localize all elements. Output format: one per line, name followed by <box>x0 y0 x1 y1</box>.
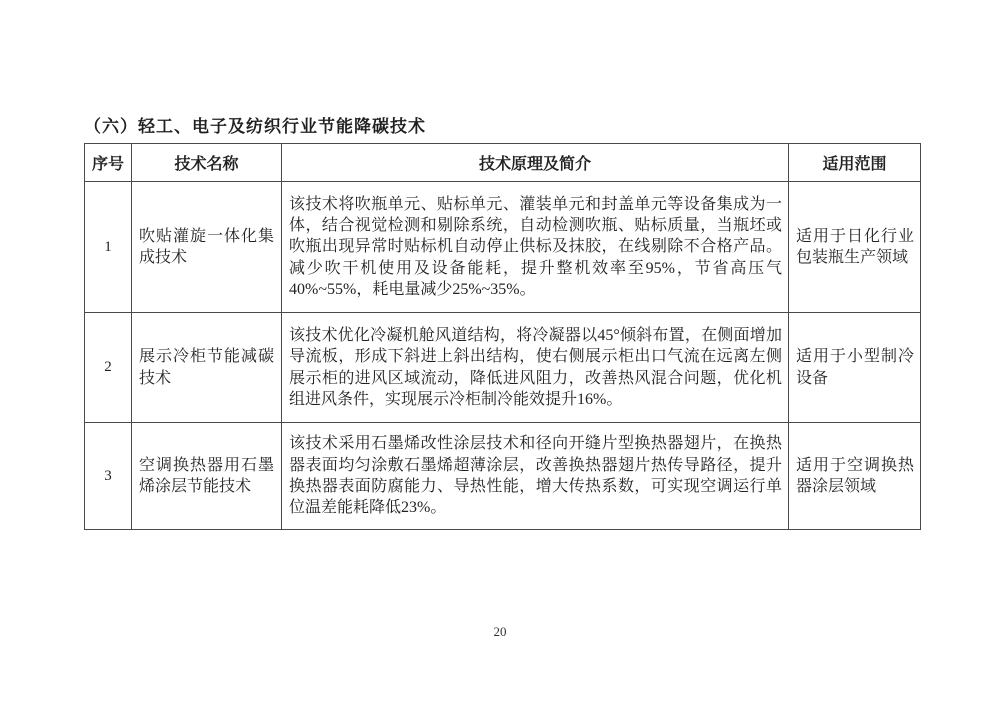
cell-tech-name: 展示冷柜节能减碳技术 <box>132 313 282 423</box>
section-title: （六）轻工、电子及纺织行业节能降碳技术 <box>84 117 426 136</box>
cell-scope: 适用于日化行业包装瓶生产领域 <box>789 182 921 313</box>
page-number: 20 <box>493 624 507 639</box>
header-scope: 适用范围 <box>789 144 921 182</box>
cell-serial-number: 2 <box>85 313 132 423</box>
table-row <box>85 313 921 423</box>
cell-serial-number: 3 <box>85 423 132 530</box>
cell-scope: 适用于小型制冷设备 <box>789 313 921 423</box>
cell-tech-name: 空调换热器用石墨烯涂层节能技术 <box>132 423 282 530</box>
cell-serial-number: 1 <box>85 182 132 313</box>
cell-description: 该技术将吹瓶单元、贴标单元、灌装单元和封盖单元等设备集成为一体，结合视觉检测和剔除系统，自动检测吹瓶、贴标质量，当瓶坯或吹瓶出现异常时贴标机自动停止供标及抹胶，在线剔除不合格产品。减少吹干机使用及设备能耗，提升整机效率至95%，节省高压气40%~55%，耗电量减少25%~35%。 <box>282 182 789 313</box>
table-row <box>85 423 921 530</box>
table-row <box>85 182 921 313</box>
cell-description: 该技术优化冷凝机舱风道结构，将冷凝器以45°倾斜布置，在侧面增加导流板，形成下斜进上斜出结构，使右侧展示柜出口气流在远离左侧展示柜的进风区域流动，降低进风阻力，改善热风混合问题，优化机组进风条件，实现展示冷柜制冷能效提升16%。 <box>282 313 789 423</box>
header-serial-number: 序号 <box>85 144 132 182</box>
cell-tech-name: 吹贴灌旋一体化集成技术 <box>132 182 282 313</box>
cell-description: 该技术采用石墨烯改性涂层技术和径向开缝片型换热器翅片，在换热器表面均匀涂敷石墨烯超薄涂层，改善换热器翅片热传导路径，提升换热器表面防腐能力、导热性能，增大传热系数，可实现空调运行单位温差能耗降低23%。 <box>282 423 789 530</box>
technology-table <box>84 143 921 530</box>
cell-scope: 适用于空调换热器涂层领域 <box>789 423 921 530</box>
table-header-row <box>85 144 921 182</box>
header-principle: 技术原理及简介 <box>282 144 789 182</box>
header-tech-name: 技术名称 <box>132 144 282 182</box>
